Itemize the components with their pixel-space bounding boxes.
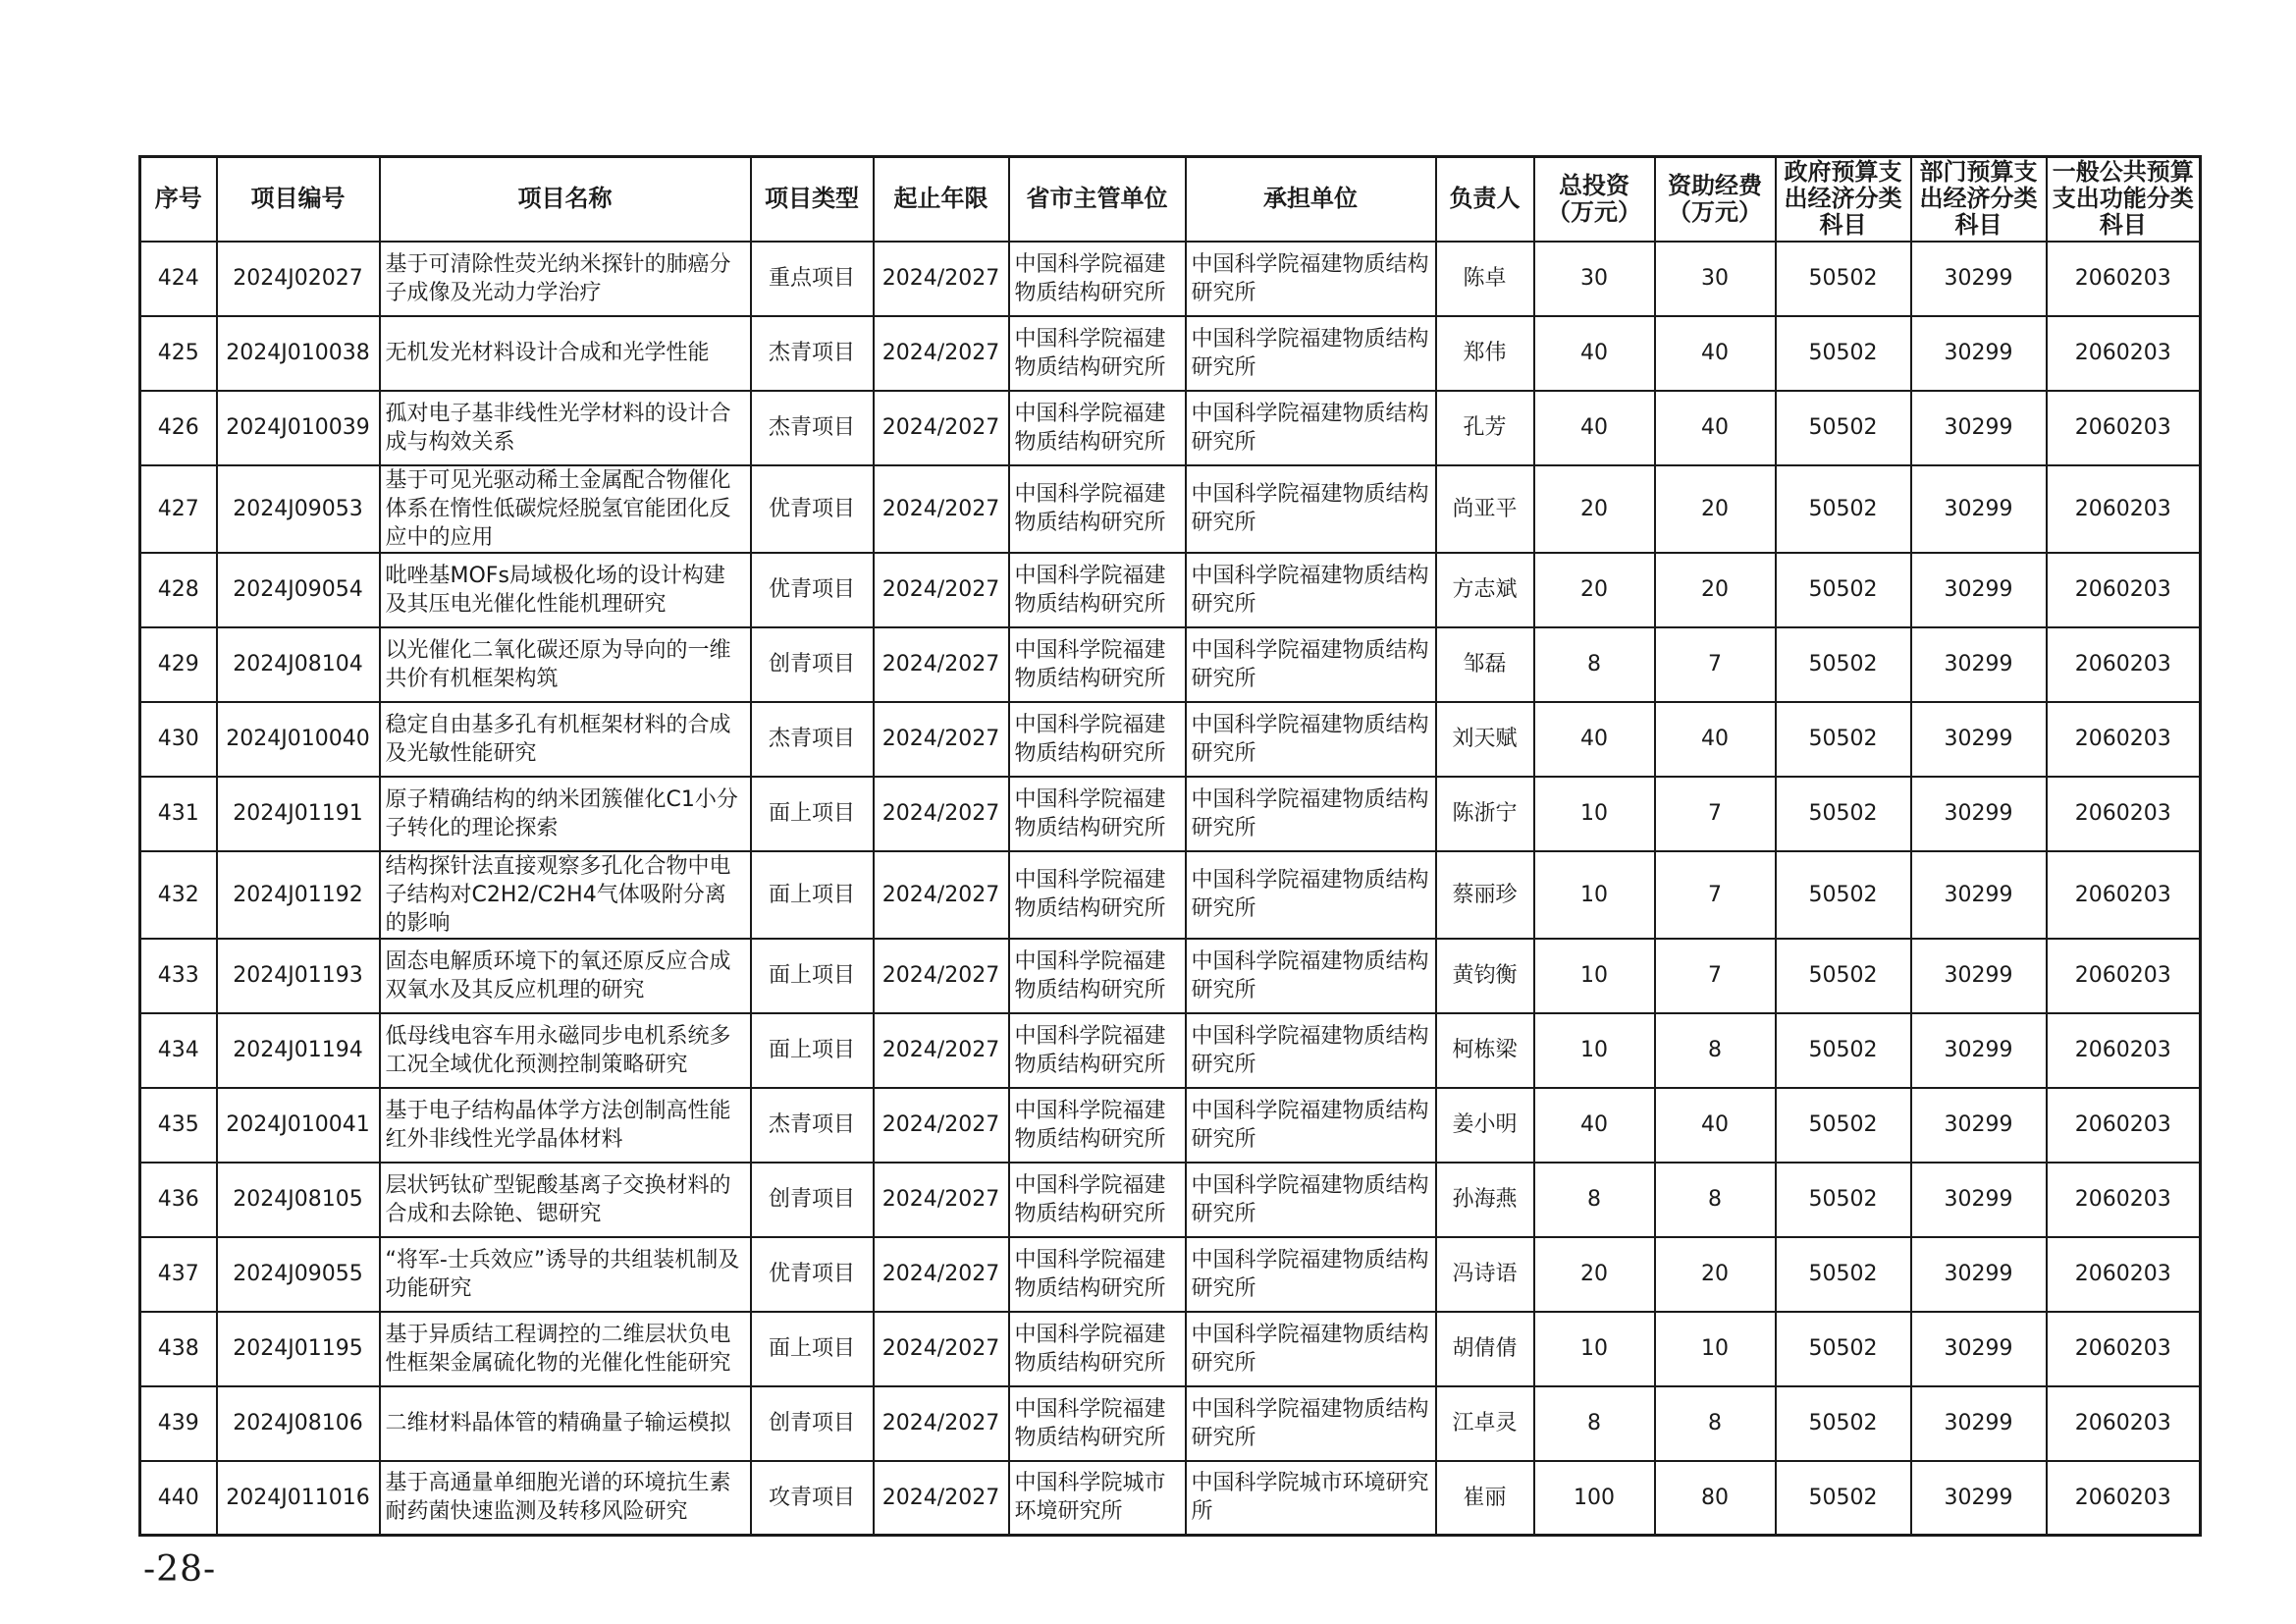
- cell-supervisor: 中国科学院福建物质结构研究所: [1009, 702, 1186, 777]
- project-table: [138, 155, 2202, 1537]
- cell-name: 基于电子结构晶体学方法创制高性能红外非线性光学晶体材料: [380, 1088, 751, 1163]
- table-row: [140, 1312, 2201, 1386]
- cell-type: 面上项目: [751, 777, 874, 851]
- cell-undertaker: 中国科学院福建物质结构研究所: [1186, 391, 1436, 465]
- cell-total: 40: [1534, 391, 1655, 465]
- cell-funding: 7: [1655, 851, 1776, 939]
- cell-seq: 427: [140, 465, 217, 553]
- cell-supervisor: 中国科学院福建物质结构研究所: [1009, 242, 1186, 316]
- cell-code: 2024J08106: [217, 1386, 380, 1461]
- cell-dept-econ: 30299: [1911, 1312, 2047, 1386]
- page-number: -28-: [143, 1549, 217, 1590]
- cell-dept-econ: 30299: [1911, 553, 2047, 627]
- cell-func-class: 2060203: [2047, 553, 2201, 627]
- cell-seq: 424: [140, 242, 217, 316]
- cell-func-class: 2060203: [2047, 1088, 2201, 1163]
- cell-leader: 冯诗语: [1436, 1237, 1534, 1312]
- table-header-row: [140, 157, 2201, 242]
- cell-type: 面上项目: [751, 939, 874, 1013]
- table-row: [140, 1088, 2201, 1163]
- table-row: [140, 242, 2201, 316]
- cell-func-class: 2060203: [2047, 1312, 2201, 1386]
- cell-funding: 80: [1655, 1461, 1776, 1536]
- cell-name: 结构探针法直接观察多孔化合物中电子结构对C2H2/C2H4气体吸附分离的影响: [380, 851, 751, 939]
- cell-gov-econ: 50502: [1776, 1013, 1911, 1088]
- cell-gov-econ: 50502: [1776, 1386, 1911, 1461]
- header-total: 总投资 （万元）: [1534, 157, 1655, 242]
- cell-undertaker: 中国科学院福建物质结构研究所: [1186, 777, 1436, 851]
- cell-gov-econ: 50502: [1776, 242, 1911, 316]
- cell-gov-econ: 50502: [1776, 939, 1911, 1013]
- cell-funding: 40: [1655, 316, 1776, 391]
- cell-supervisor: 中国科学院福建物质结构研究所: [1009, 553, 1186, 627]
- cell-undertaker: 中国科学院福建物质结构研究所: [1186, 627, 1436, 702]
- cell-type: 杰青项目: [751, 391, 874, 465]
- cell-code: 2024J010038: [217, 316, 380, 391]
- cell-seq: 426: [140, 391, 217, 465]
- cell-funding: 7: [1655, 627, 1776, 702]
- cell-period: 2024/2027: [874, 1237, 1009, 1312]
- cell-undertaker: 中国科学院福建物质结构研究所: [1186, 553, 1436, 627]
- cell-undertaker: 中国科学院城市环境研究所: [1186, 1461, 1436, 1536]
- cell-funding: 20: [1655, 465, 1776, 553]
- cell-supervisor: 中国科学院福建物质结构研究所: [1009, 465, 1186, 553]
- cell-gov-econ: 50502: [1776, 627, 1911, 702]
- cell-leader: 柯栋梁: [1436, 1013, 1534, 1088]
- cell-funding: 30: [1655, 242, 1776, 316]
- cell-leader: 邹磊: [1436, 627, 1534, 702]
- cell-dept-econ: 30299: [1911, 316, 2047, 391]
- table-row: [140, 1237, 2201, 1312]
- cell-gov-econ: 50502: [1776, 391, 1911, 465]
- cell-total: 10: [1534, 851, 1655, 939]
- cell-period: 2024/2027: [874, 465, 1009, 553]
- cell-leader: 姜小明: [1436, 1088, 1534, 1163]
- cell-func-class: 2060203: [2047, 702, 2201, 777]
- cell-seq: 435: [140, 1088, 217, 1163]
- cell-type: 面上项目: [751, 851, 874, 939]
- cell-period: 2024/2027: [874, 939, 1009, 1013]
- cell-gov-econ: 50502: [1776, 1237, 1911, 1312]
- cell-funding: 8: [1655, 1163, 1776, 1237]
- header-name: 项目名称: [380, 157, 751, 242]
- cell-name: 以光催化二氧化碳还原为导向的一维共价有机框架构筑: [380, 627, 751, 702]
- cell-total: 20: [1534, 553, 1655, 627]
- cell-dept-econ: 30299: [1911, 627, 2047, 702]
- cell-funding: 10: [1655, 1312, 1776, 1386]
- header-undertaker: 承担单位: [1186, 157, 1436, 242]
- cell-undertaker: 中国科学院福建物质结构研究所: [1186, 242, 1436, 316]
- cell-supervisor: 中国科学院福建物质结构研究所: [1009, 1013, 1186, 1088]
- cell-dept-econ: 30299: [1911, 1163, 2047, 1237]
- cell-name: 基于异质结工程调控的二维层状负电性框架金属硫化物的光催化性能研究: [380, 1312, 751, 1386]
- cell-type: 重点项目: [751, 242, 874, 316]
- cell-type: 创青项目: [751, 1386, 874, 1461]
- cell-seq: 438: [140, 1312, 217, 1386]
- cell-code: 2024J011016: [217, 1461, 380, 1536]
- cell-undertaker: 中国科学院福建物质结构研究所: [1186, 316, 1436, 391]
- cell-leader: 孙海燕: [1436, 1163, 1534, 1237]
- header-period: 起止年限: [874, 157, 1009, 242]
- cell-code: 2024J09054: [217, 553, 380, 627]
- cell-period: 2024/2027: [874, 702, 1009, 777]
- cell-supervisor: 中国科学院城市环境研究所: [1009, 1461, 1186, 1536]
- cell-supervisor: 中国科学院福建物质结构研究所: [1009, 777, 1186, 851]
- cell-total: 20: [1534, 1237, 1655, 1312]
- cell-gov-econ: 50502: [1776, 777, 1911, 851]
- cell-total: 40: [1534, 316, 1655, 391]
- cell-dept-econ: 30299: [1911, 939, 2047, 1013]
- cell-name: 无机发光材料设计合成和光学性能: [380, 316, 751, 391]
- cell-funding: 8: [1655, 1013, 1776, 1088]
- cell-code: 2024J01192: [217, 851, 380, 939]
- cell-code: 2024J01194: [217, 1013, 380, 1088]
- cell-period: 2024/2027: [874, 1163, 1009, 1237]
- cell-funding: 40: [1655, 391, 1776, 465]
- cell-supervisor: 中国科学院福建物质结构研究所: [1009, 1088, 1186, 1163]
- table-row: [140, 1163, 2201, 1237]
- cell-total: 8: [1534, 1386, 1655, 1461]
- cell-seq: 434: [140, 1013, 217, 1088]
- cell-leader: 郑伟: [1436, 316, 1534, 391]
- cell-total: 8: [1534, 1163, 1655, 1237]
- cell-leader: 尚亚平: [1436, 465, 1534, 553]
- cell-seq: 439: [140, 1386, 217, 1461]
- cell-undertaker: 中国科学院福建物质结构研究所: [1186, 1013, 1436, 1088]
- cell-gov-econ: 50502: [1776, 465, 1911, 553]
- cell-gov-econ: 50502: [1776, 1163, 1911, 1237]
- cell-func-class: 2060203: [2047, 316, 2201, 391]
- cell-dept-econ: 30299: [1911, 391, 2047, 465]
- cell-gov-econ: 50502: [1776, 316, 1911, 391]
- header-code: 项目编号: [217, 157, 380, 242]
- table-row: [140, 851, 2201, 939]
- table-row: [140, 1461, 2201, 1536]
- cell-supervisor: 中国科学院福建物质结构研究所: [1009, 627, 1186, 702]
- cell-period: 2024/2027: [874, 316, 1009, 391]
- cell-supervisor: 中国科学院福建物质结构研究所: [1009, 1163, 1186, 1237]
- cell-dept-econ: 30299: [1911, 242, 2047, 316]
- cell-dept-econ: 30299: [1911, 1013, 2047, 1088]
- cell-undertaker: 中国科学院福建物质结构研究所: [1186, 702, 1436, 777]
- cell-dept-econ: 30299: [1911, 851, 2047, 939]
- cell-supervisor: 中国科学院福建物质结构研究所: [1009, 391, 1186, 465]
- cell-dept-econ: 30299: [1911, 777, 2047, 851]
- cell-name: 吡唑基MOFs局域极化场的设计构建及其压电光催化性能机理研究: [380, 553, 751, 627]
- cell-undertaker: 中国科学院福建物质结构研究所: [1186, 939, 1436, 1013]
- cell-total: 40: [1534, 702, 1655, 777]
- cell-total: 20: [1534, 465, 1655, 553]
- cell-code: 2024J010041: [217, 1088, 380, 1163]
- cell-leader: 胡倩倩: [1436, 1312, 1534, 1386]
- cell-func-class: 2060203: [2047, 1237, 2201, 1312]
- header-leader: 负责人: [1436, 157, 1534, 242]
- cell-seq: 425: [140, 316, 217, 391]
- cell-code: 2024J010040: [217, 702, 380, 777]
- cell-leader: 崔丽: [1436, 1461, 1534, 1536]
- cell-seq: 431: [140, 777, 217, 851]
- cell-gov-econ: 50502: [1776, 553, 1911, 627]
- cell-period: 2024/2027: [874, 1312, 1009, 1386]
- cell-gov-econ: 50502: [1776, 702, 1911, 777]
- cell-code: 2024J01193: [217, 939, 380, 1013]
- cell-total: 10: [1534, 1013, 1655, 1088]
- cell-total: 100: [1534, 1461, 1655, 1536]
- cell-seq: 440: [140, 1461, 217, 1536]
- cell-period: 2024/2027: [874, 391, 1009, 465]
- cell-seq: 429: [140, 627, 217, 702]
- table-row: [140, 627, 2201, 702]
- cell-name: 低母线电容车用永磁同步电机系统多工况全域优化预测控制策略研究: [380, 1013, 751, 1088]
- cell-period: 2024/2027: [874, 1461, 1009, 1536]
- cell-funding: 8: [1655, 1386, 1776, 1461]
- cell-dept-econ: 30299: [1911, 702, 2047, 777]
- cell-seq: 436: [140, 1163, 217, 1237]
- cell-leader: 黄钧衡: [1436, 939, 1534, 1013]
- cell-leader: 刘天赋: [1436, 702, 1534, 777]
- cell-name: 基于高通量单细胞光谱的环境抗生素耐药菌快速监测及转移风险研究: [380, 1461, 751, 1536]
- cell-name: 原子精确结构的纳米团簇催化C1小分子转化的理论探索: [380, 777, 751, 851]
- cell-code: 2024J010039: [217, 391, 380, 465]
- cell-type: 创青项目: [751, 627, 874, 702]
- cell-gov-econ: 50502: [1776, 1088, 1911, 1163]
- cell-name: 固态电解质环境下的氧还原反应合成双氧水及其反应机理的研究: [380, 939, 751, 1013]
- cell-type: 面上项目: [751, 1312, 874, 1386]
- cell-func-class: 2060203: [2047, 1386, 2201, 1461]
- table-row: [140, 702, 2201, 777]
- table-row: [140, 939, 2201, 1013]
- cell-period: 2024/2027: [874, 1088, 1009, 1163]
- header-dept-econ: 部门预算支出经济分类科目: [1911, 157, 2047, 242]
- cell-code: 2024J09055: [217, 1237, 380, 1312]
- cell-dept-econ: 30299: [1911, 1386, 2047, 1461]
- cell-total: 10: [1534, 1312, 1655, 1386]
- cell-code: 2024J01191: [217, 777, 380, 851]
- cell-code: 2024J02027: [217, 242, 380, 316]
- cell-funding: 7: [1655, 939, 1776, 1013]
- cell-type: 杰青项目: [751, 316, 874, 391]
- cell-funding: 20: [1655, 553, 1776, 627]
- cell-seq: 428: [140, 553, 217, 627]
- cell-func-class: 2060203: [2047, 939, 2201, 1013]
- cell-leader: 蔡丽珍: [1436, 851, 1534, 939]
- cell-seq: 437: [140, 1237, 217, 1312]
- cell-period: 2024/2027: [874, 1013, 1009, 1088]
- cell-leader: 方志斌: [1436, 553, 1534, 627]
- cell-period: 2024/2027: [874, 553, 1009, 627]
- cell-leader: 江卓灵: [1436, 1386, 1534, 1461]
- cell-supervisor: 中国科学院福建物质结构研究所: [1009, 1312, 1186, 1386]
- cell-supervisor: 中国科学院福建物质结构研究所: [1009, 1386, 1186, 1461]
- table-row: [140, 316, 2201, 391]
- cell-code: 2024J08105: [217, 1163, 380, 1237]
- cell-gov-econ: 50502: [1776, 851, 1911, 939]
- cell-period: 2024/2027: [874, 777, 1009, 851]
- cell-period: 2024/2027: [874, 1386, 1009, 1461]
- cell-dept-econ: 30299: [1911, 1088, 2047, 1163]
- cell-undertaker: 中国科学院福建物质结构研究所: [1186, 465, 1436, 553]
- cell-type: 优青项目: [751, 1237, 874, 1312]
- cell-code: 2024J01195: [217, 1312, 380, 1386]
- cell-seq: 433: [140, 939, 217, 1013]
- cell-type: 优青项目: [751, 465, 874, 553]
- cell-func-class: 2060203: [2047, 242, 2201, 316]
- cell-dept-econ: 30299: [1911, 1461, 2047, 1536]
- cell-dept-econ: 30299: [1911, 465, 2047, 553]
- cell-total: 40: [1534, 1088, 1655, 1163]
- cell-name: 基于可见光驱动稀土金属配合物催化体系在惰性低碳烷烃脱氢官能团化反应中的应用: [380, 465, 751, 553]
- cell-total: 10: [1534, 777, 1655, 851]
- cell-seq: 432: [140, 851, 217, 939]
- cell-func-class: 2060203: [2047, 627, 2201, 702]
- cell-type: 杰青项目: [751, 702, 874, 777]
- cell-func-class: 2060203: [2047, 1013, 2201, 1088]
- cell-undertaker: 中国科学院福建物质结构研究所: [1186, 1088, 1436, 1163]
- table-row: [140, 391, 2201, 465]
- cell-undertaker: 中国科学院福建物质结构研究所: [1186, 1312, 1436, 1386]
- cell-name: “将军-士兵效应”诱导的共组装机制及功能研究: [380, 1237, 751, 1312]
- cell-type: 优青项目: [751, 553, 874, 627]
- cell-supervisor: 中国科学院福建物质结构研究所: [1009, 851, 1186, 939]
- cell-period: 2024/2027: [874, 242, 1009, 316]
- header-seq: 序号: [140, 157, 217, 242]
- cell-supervisor: 中国科学院福建物质结构研究所: [1009, 316, 1186, 391]
- table-row: [140, 1013, 2201, 1088]
- cell-gov-econ: 50502: [1776, 1461, 1911, 1536]
- cell-funding: 40: [1655, 1088, 1776, 1163]
- table-row: [140, 465, 2201, 553]
- cell-total: 10: [1534, 939, 1655, 1013]
- cell-undertaker: 中国科学院福建物质结构研究所: [1186, 1163, 1436, 1237]
- cell-type: 攻青项目: [751, 1461, 874, 1536]
- cell-gov-econ: 50502: [1776, 1312, 1911, 1386]
- header-type: 项目类型: [751, 157, 874, 242]
- cell-func-class: 2060203: [2047, 777, 2201, 851]
- cell-undertaker: 中国科学院福建物质结构研究所: [1186, 1237, 1436, 1312]
- cell-func-class: 2060203: [2047, 851, 2201, 939]
- cell-supervisor: 中国科学院福建物质结构研究所: [1009, 939, 1186, 1013]
- cell-leader: 陈浙宁: [1436, 777, 1534, 851]
- cell-total: 8: [1534, 627, 1655, 702]
- header-supervisor: 省市主管单位: [1009, 157, 1186, 242]
- cell-funding: 7: [1655, 777, 1776, 851]
- cell-total: 30: [1534, 242, 1655, 316]
- cell-type: 杰青项目: [751, 1088, 874, 1163]
- cell-name: 二维材料晶体管的精确量子输运模拟: [380, 1386, 751, 1461]
- cell-leader: 陈卓: [1436, 242, 1534, 316]
- cell-name: 稳定自由基多孔有机框架材料的合成及光敏性能研究: [380, 702, 751, 777]
- cell-func-class: 2060203: [2047, 391, 2201, 465]
- table-row: [140, 777, 2201, 851]
- cell-funding: 20: [1655, 1237, 1776, 1312]
- cell-func-class: 2060203: [2047, 1163, 2201, 1237]
- table-row: [140, 553, 2201, 627]
- cell-func-class: 2060203: [2047, 465, 2201, 553]
- cell-funding: 40: [1655, 702, 1776, 777]
- cell-name: 孤对电子基非线性光学材料的设计合成与构效关系: [380, 391, 751, 465]
- cell-name: 层状钙钛矿型铌酸基离子交换材料的合成和去除铯、锶研究: [380, 1163, 751, 1237]
- table-row: [140, 1386, 2201, 1461]
- cell-undertaker: 中国科学院福建物质结构研究所: [1186, 851, 1436, 939]
- cell-supervisor: 中国科学院福建物质结构研究所: [1009, 1237, 1186, 1312]
- cell-seq: 430: [140, 702, 217, 777]
- header-funding: 资助经费 （万元）: [1655, 157, 1776, 242]
- cell-dept-econ: 30299: [1911, 1237, 2047, 1312]
- cell-type: 面上项目: [751, 1013, 874, 1088]
- cell-name: 基于可清除性荧光纳米探针的肺癌分子成像及光动力学治疗: [380, 242, 751, 316]
- cell-period: 2024/2027: [874, 851, 1009, 939]
- cell-code: 2024J09053: [217, 465, 380, 553]
- cell-code: 2024J08104: [217, 627, 380, 702]
- cell-leader: 孔芳: [1436, 391, 1534, 465]
- header-func-class: 一般公共预算支出功能分类科目: [2047, 157, 2201, 242]
- header-gov-econ: 政府预算支出经济分类科目: [1776, 157, 1911, 242]
- cell-type: 创青项目: [751, 1163, 874, 1237]
- cell-period: 2024/2027: [874, 627, 1009, 702]
- cell-func-class: 2060203: [2047, 1461, 2201, 1536]
- cell-undertaker: 中国科学院福建物质结构研究所: [1186, 1386, 1436, 1461]
